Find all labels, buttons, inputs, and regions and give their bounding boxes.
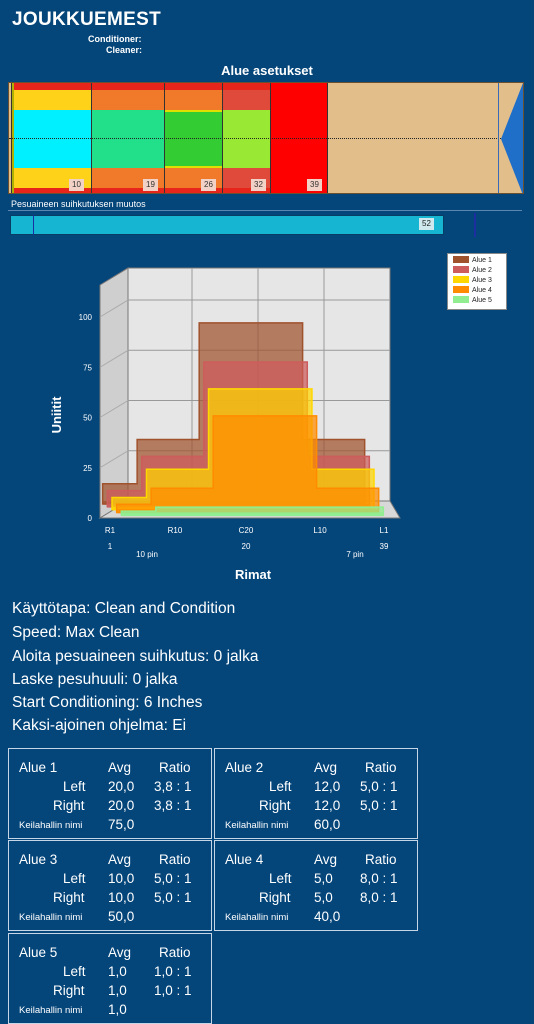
center-name-label: Keilahallin nimi (19, 820, 83, 831)
x-board-number: 1 (107, 542, 113, 551)
y-tick-label: 75 (83, 363, 92, 373)
zone-card-title: Alue 5 (19, 945, 58, 960)
ratio-header: Ratio (159, 760, 191, 775)
page-title: JOUKKUEMEST (12, 9, 161, 30)
zone-card-title: Alue 4 (225, 852, 264, 867)
info-speed: Speed: Max Clean (12, 624, 140, 641)
chart-left-wall (100, 268, 128, 518)
spray-change-bar (10, 215, 444, 235)
zone-card-title: Alue 2 (225, 760, 264, 775)
right-label: Right (53, 890, 85, 905)
left-avg-value: 20,0 (108, 779, 135, 794)
center-name-label: Keilahallin nimi (19, 1005, 83, 1016)
left-ratio-value: 5,0 : 1 (154, 871, 192, 886)
zone-total-value: 50,0 (108, 909, 135, 924)
x-tick-label: R1 (104, 526, 116, 535)
center-name-label: Keilahallin nimi (225, 820, 289, 831)
chart-legend (447, 253, 507, 310)
x-tick-label: L10 (313, 526, 327, 535)
x-pin-label: 10 pin (136, 550, 158, 559)
cleaner-label: Cleaner: (106, 45, 143, 55)
left-ratio-value: 8,0 : 1 (360, 871, 398, 886)
x-tick-label: L1 (379, 526, 389, 535)
right-avg-value: 5,0 (314, 890, 333, 905)
lane-zone-diagram (8, 82, 524, 194)
avg-header: Avg (108, 760, 132, 775)
x-tick-label: R10 (167, 526, 183, 535)
ratio-header: Ratio (365, 852, 397, 867)
avg-header: Avg (108, 852, 132, 867)
right-label: Right (259, 798, 291, 813)
avg-header: Avg (314, 760, 338, 775)
lane-center-line (9, 138, 505, 139)
pin-deck-line (498, 83, 499, 193)
x-board-number: 20 (241, 542, 251, 551)
ratio-header: Ratio (365, 760, 397, 775)
left-label: Left (63, 871, 86, 886)
y-tick-label: 50 (83, 413, 92, 423)
spray-change-value: 52 (419, 218, 434, 230)
y-tick-label: 100 (78, 313, 92, 322)
pin-deck-arrow-icon (501, 83, 524, 194)
y-tick-label: 25 (83, 463, 92, 473)
right-ratio-value: 5,0 : 1 (154, 890, 192, 905)
right-avg-value: 12,0 (314, 798, 341, 813)
series-base-5 (121, 512, 383, 516)
left-avg-value: 1,0 (108, 964, 127, 979)
right-label: Right (53, 983, 85, 998)
left-label: Left (269, 871, 292, 886)
zone-card-title: Alue 1 (19, 760, 58, 775)
zone-total-value: 1,0 (108, 1002, 127, 1017)
right-ratio-value: 8,0 : 1 (360, 890, 398, 905)
left-avg-value: 5,0 (314, 871, 333, 886)
zone-total-value: 40,0 (314, 909, 341, 924)
spray-change-label: Pesuaineen suihkutuksen muutos (11, 199, 146, 209)
zone-total-value: 60,0 (314, 817, 341, 832)
conditioner-label: Conditioner: (88, 34, 142, 44)
lane-marker-4: 32 (251, 179, 266, 191)
lane-marker-3: 26 (201, 179, 216, 191)
legend-item-2: Alue 2 (453, 266, 492, 275)
zone-card-1 (8, 748, 212, 839)
ratio-header: Ratio (159, 852, 191, 867)
lane-marker-1: 10 (69, 179, 84, 191)
zone-card-3 (8, 840, 212, 931)
right-label: Right (53, 798, 85, 813)
zone-card-4 (214, 840, 418, 931)
info-lip-drop: Laske pesuhuuli: 0 jalka (12, 671, 178, 688)
x-pin-label: 7 pin (346, 550, 364, 559)
legend-item-5: Alue 5 (453, 296, 492, 305)
right-avg-value: 1,0 (108, 983, 127, 998)
right-avg-value: 10,0 (108, 890, 135, 905)
right-label: Right (259, 890, 291, 905)
right-ratio-value: 5,0 : 1 (360, 798, 398, 813)
center-name-label: Keilahallin nimi (19, 912, 83, 923)
zone-card-2 (214, 748, 418, 839)
x-axis-title: Rimat (234, 567, 272, 582)
center-name-label: Keilahallin nimi (225, 912, 289, 923)
lane-marker-5: 39 (307, 179, 322, 191)
left-avg-value: 10,0 (108, 871, 135, 886)
zone-total-value: 75,0 (108, 817, 135, 832)
left-label: Left (269, 779, 292, 794)
zone-card-title: Alue 3 (19, 852, 58, 867)
left-ratio-value: 5,0 : 1 (360, 779, 398, 794)
legend-item-3: Alue 3 (453, 276, 492, 285)
legend-item-4: Alue 4 (453, 286, 492, 295)
ratio-header: Ratio (159, 945, 191, 960)
zone-card-5 (8, 933, 212, 1024)
info-mode: Käyttötapa: Clean and Condition (12, 600, 236, 617)
x-board-number: 39 (379, 542, 389, 551)
left-label: Left (63, 779, 86, 794)
left-avg-value: 12,0 (314, 779, 341, 794)
spray-end-marker[interactable] (474, 213, 476, 237)
spray-change-slider[interactable] (8, 210, 522, 238)
left-ratio-value: 3,8 : 1 (154, 779, 192, 794)
x-tick-label: C20 (238, 526, 254, 535)
right-ratio-value: 3,8 : 1 (154, 798, 192, 813)
y-axis-title: Uniitit (49, 396, 64, 434)
avg-header: Avg (314, 852, 338, 867)
left-ratio-value: 1,0 : 1 (154, 964, 192, 979)
right-ratio-value: 1,0 : 1 (154, 983, 192, 998)
spray-start-marker[interactable] (33, 215, 34, 235)
right-avg-value: 20,0 (108, 798, 135, 813)
avg-header: Avg (108, 945, 132, 960)
legend-item-1: Alue 1 (453, 256, 492, 265)
left-label: Left (63, 964, 86, 979)
info-two-pass: Kaksi-ajoinen ohjelma: Ei (12, 717, 187, 734)
lane-marker-2: 19 (143, 179, 158, 191)
info-spray-start: Aloita pesuaineen suihkutus: 0 jalka (12, 648, 259, 665)
zone-settings-heading: Alue asetukset (221, 63, 313, 78)
info-start-conditioning: Start Conditioning: 6 Inches (12, 694, 203, 711)
y-tick-label: 0 (87, 514, 92, 523)
